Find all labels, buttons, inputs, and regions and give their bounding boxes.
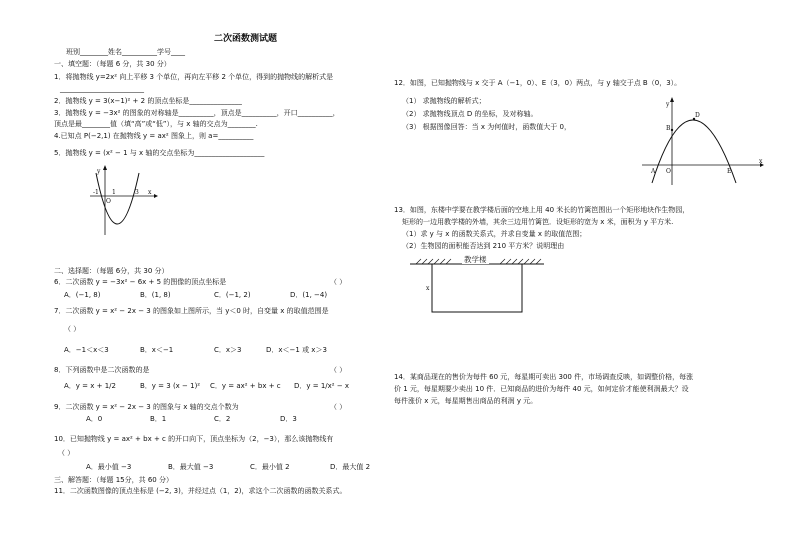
q8-option-c: C．y = ax² + bx + c <box>210 382 281 390</box>
graph1-tick-neg1: -1 <box>93 189 99 196</box>
parabola-graph-1 <box>88 165 158 237</box>
section-answer: 三、解答题：（每题 15分，共 60 分） <box>54 476 173 484</box>
q7-option-b: B．x＜−1 <box>140 346 174 354</box>
question-3-line1: 3．抛物线 y = −3x² 的图象的对称轴是__________，顶点是__________，开口__________， <box>54 109 340 117</box>
graph1-y-label: y <box>97 168 101 175</box>
question-4: 4.已知点 P(−2,1) 在抛物线 y = ax² 图象上，则 a=__________ <box>54 132 254 140</box>
q10-option-d: D．最大值 2 <box>330 463 371 471</box>
q9-option-a: A．0 <box>86 415 103 423</box>
fence-rectangle <box>432 264 522 312</box>
graph2-y-label: y <box>666 101 670 108</box>
graph2-curve <box>652 120 736 183</box>
building-label: 教学楼 <box>464 255 487 264</box>
graph2-label-e: E <box>727 168 732 175</box>
q6-option-d: D．(1, −4) <box>290 291 328 299</box>
question-14-line1: 14．某商品现在的售价为每件 60 元，每星期可卖出 300 件，市场调查反映，如调整价格，每涨 <box>394 373 694 381</box>
q12-part-3: （3） 根据图像回答：当 x 为何值时，函数值大于 0， <box>402 123 571 131</box>
q8-option-a: A．y = x + 1/2 <box>64 382 116 390</box>
graph1-tick-3: 3 <box>135 189 139 196</box>
graph2-x-label: x <box>759 158 763 165</box>
graph1-x-label: x <box>148 189 152 196</box>
question-9: 9．二次函数 y = x² − 2x − 3 的图象与 x 轴的交点个数为 <box>54 403 239 411</box>
q10-option-c: C．最小值 2 <box>250 463 290 471</box>
parabola-graph-2 <box>640 97 765 189</box>
question-6: 6．二次函数 y = −3x² − 6x + 5 的图像的顶点坐标是 <box>54 278 227 286</box>
q7-option-c: C．x＞3 <box>214 346 242 354</box>
q9-option-b: B．1 <box>150 415 167 423</box>
section-fill-in: 一、填空题：（每题 6 分，共 30 分） <box>54 60 171 68</box>
page-title: 二次函数测试题 <box>214 34 278 44</box>
q8-option-d: D．y = 1/x² − x <box>294 382 350 390</box>
question-9-answer-paren: （ ） <box>330 403 347 411</box>
q9-option-d: D．3 <box>280 415 297 423</box>
question-13-line2: 矩形的一边用教学楼的外墙，其余三边用竹篱笆．设矩形的宽为 x 米，面积为 y 平方米. <box>402 218 674 226</box>
question-6-answer-paren: （ ） <box>330 278 347 286</box>
graph2-origin-label: O <box>666 168 671 175</box>
question-5: 5．抛物线 y = (x² − 1 与 x 轴的交点坐标为____________________ <box>54 149 265 157</box>
section-choice: 二、选择题：（每题 6分，共 30 分） <box>54 267 169 275</box>
question-13-line1: 13．如图，东楼中学要在教学楼后面的空地上用 40 米长的竹篱笆围出一个矩形地块作生物园， <box>394 206 690 214</box>
question-3-line2: 顶点是最________值（填“高”或“低”），与 x 轴的交点为________. <box>54 120 258 128</box>
garden-width-label: x <box>426 285 430 292</box>
graph2-label-b: B <box>666 125 671 132</box>
q6-option-c: C．(−1, 2) <box>214 291 251 299</box>
question-14-line3: 每件涨价 x 元，每星期售出商品的利润 y 元。 <box>394 397 538 405</box>
question-2: 2．抛物线 y = 3(x−1)² + 2 的顶点坐标是_______________ <box>54 97 242 105</box>
q10-option-b: B．最大值 −3 <box>168 463 214 471</box>
question-8-answer-paren: （ ） <box>330 366 347 374</box>
q12-part-2: （2） 求抛物线顶点 D 的坐标，及对称轴。 <box>402 110 538 118</box>
q6-option-b: B．(1, 8) <box>140 291 171 299</box>
graph1-origin-label: O <box>106 198 111 205</box>
q7-option-a: A．−1＜x＜3 <box>64 346 109 354</box>
q12-part-1: （1） 求抛物线的解析式； <box>402 97 486 105</box>
graph1-curve <box>96 173 139 224</box>
question-1-blank: ________________________ <box>60 85 144 93</box>
question-14-line2: 价 1 元，每星期要少卖出 10 件．已知商品的进价为每件 40 元，如何定价才能使利润最大？设 <box>394 385 689 393</box>
question-7-answer-paren: （ ） <box>64 325 81 333</box>
q13-part-1: （1）求 y 与 x 的函数关系式，并求自变量 x 的取值范围； <box>402 230 587 238</box>
question-12: 12．如图，已知抛物线与 x 交于 A（−1，0）、E（3，0）两点，与 y 轴交于点 B（0，3）。 <box>394 79 682 87</box>
question-1: 1．将抛物线 y=2x² 向上平移 3 个单位，再向左平移 2 个单位，得到的抛物线的解析式是 <box>54 73 334 81</box>
graph1-tick-1: 1 <box>112 189 116 196</box>
graph2-label-a: A <box>651 168 656 175</box>
q6-option-a: A．(−1, 8) <box>64 291 101 299</box>
q9-option-c: C．2 <box>214 415 231 423</box>
graph2-point-b <box>671 129 673 131</box>
question-7: 7．二次函数 y = x² − 2x − 3 的图象如上图所示，当 y＜0 时，自变量 x 的取值范围是 <box>54 307 329 315</box>
q7-option-d: D．x＜−1 或 x＞3 <box>266 346 327 354</box>
question-8: 8．下列函数中是二次函数的是 <box>54 366 150 374</box>
q13-part-2: （2）生物园的面积能否达到 210 平方米？说明理由 <box>402 242 565 250</box>
q10-option-a: A．最小值 −3 <box>86 463 132 471</box>
question-11: 11．二次函数图像的顶点坐标是 (−2, 3)，并经过点（1，2)，求这个二次函数的函数关系式。 <box>54 487 347 495</box>
q8-option-b: B．y = 3 (x − 1)² <box>140 382 201 390</box>
question-10: 10．已知抛物线 y = ax² + bx + c 的开口向下，顶点坐标为（2，−3），那么该抛物线有 <box>54 435 334 443</box>
question-10-answer-paren: （ ） <box>58 449 75 457</box>
student-info-line: 班别________姓名__________学号____ <box>66 48 185 56</box>
graph2-label-d: D <box>695 112 700 119</box>
